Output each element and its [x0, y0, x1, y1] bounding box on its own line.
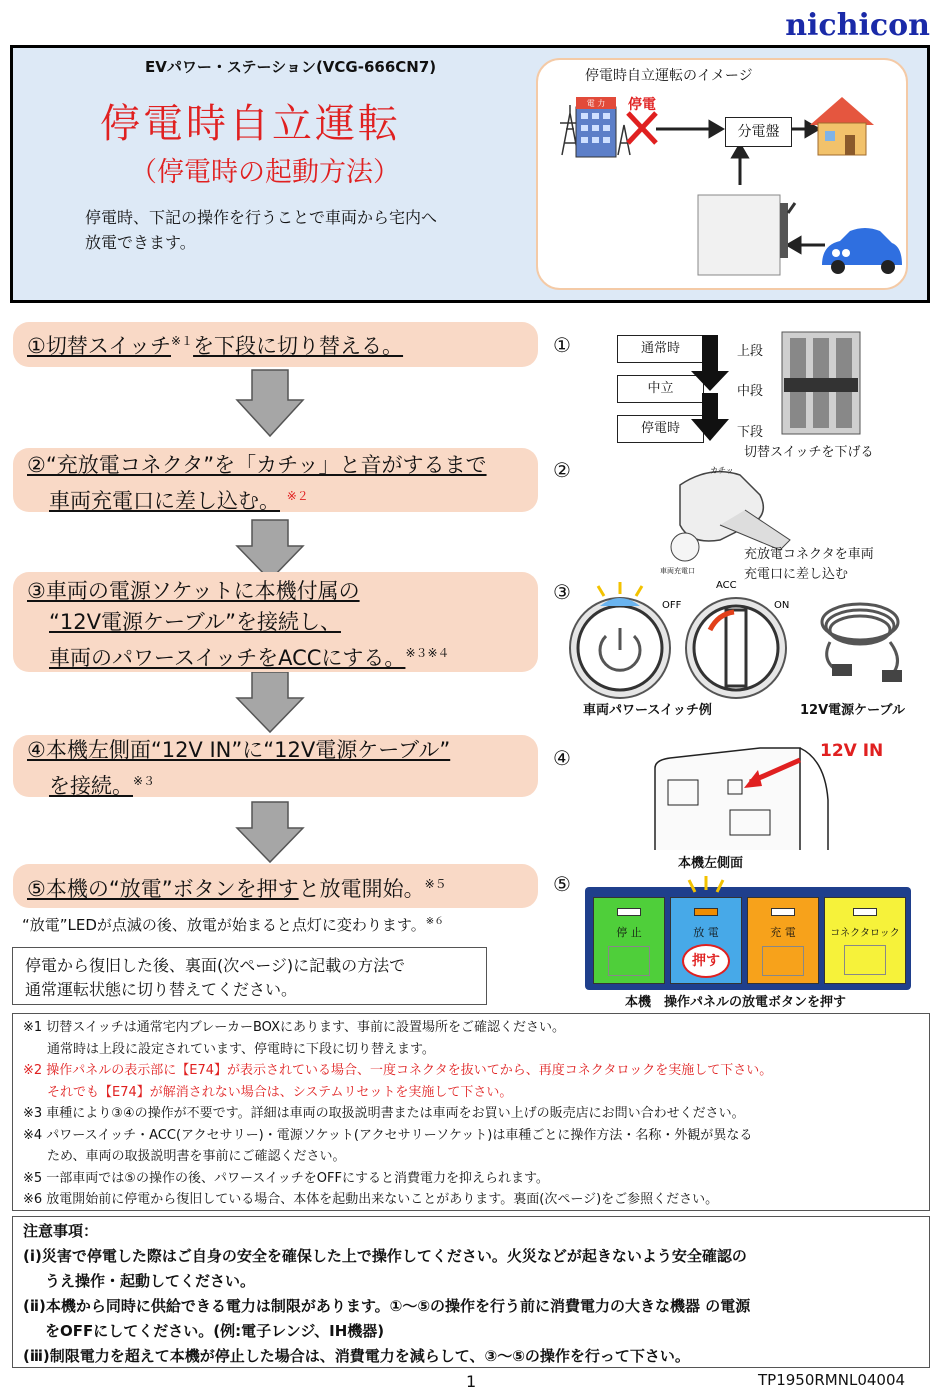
ev-station-unit-icon: [698, 195, 795, 275]
stop-label: 停 止: [616, 926, 642, 939]
product-name: EVパワー・ステーション(VCG-666CN7): [145, 58, 437, 76]
cable-caption: 12V電源ケーブル: [800, 703, 905, 718]
document-code: TP1950RMNL04004: [758, 1371, 906, 1389]
step-5-text-b: と放電開始。: [298, 877, 425, 901]
step1-caption: 切替スイッチを下げる: [744, 445, 874, 460]
down-arrow-icon: [235, 802, 305, 864]
caution-item-2: (ⅱ)本機から同時に供給できる電力は制限があります。①～⑤の操作を行う前に消費電力の大きな機器 の電源: [23, 1297, 751, 1315]
unit-side-image: [650, 740, 840, 852]
switch-label-outage: 停電時: [617, 415, 704, 443]
recovery-line-1: 停電から復旧した後、裏面(次ページ)に記載の方法で: [25, 956, 406, 975]
led-note-text: “放電”LEDが点滅の後、放電が始まると点灯に変わります。: [22, 916, 426, 934]
step4-caption: 本機左側面: [678, 856, 744, 871]
intro-text: [85, 205, 515, 255]
footnote-2b: それでも【E74】が解消されない場合は、システムリセットを実施して下さい。: [47, 1084, 513, 1100]
step-1-ref: ※１: [171, 334, 194, 348]
power-company-building-icon: [576, 97, 616, 157]
distribution-panel-label: 分電盤: [725, 117, 792, 147]
step2-caption-1: 充放電コネクタを車両: [744, 547, 874, 562]
position-upper: 上段: [737, 344, 764, 359]
12v-in-label: 12V IN: [820, 741, 884, 761]
switch-caption: 車両パワースイッチ例: [583, 703, 712, 718]
cable-image: [810, 592, 915, 690]
footnote-4b: ため、車両の取扱説明書を事前にご確認ください。: [47, 1149, 346, 1164]
step-5-ref: ※５: [424, 877, 447, 891]
step-3-line-2: “12V電源ケーブル”を接続し、: [49, 610, 341, 634]
step-4: [13, 735, 538, 797]
step-4-line-1: ④本機左側面“12V IN”に“12V電源ケーブル”: [27, 738, 451, 762]
step-2-ref: ※２: [286, 489, 309, 503]
caution-title: 注意事項：: [23, 1222, 99, 1240]
led-note: [22, 912, 444, 935]
breaker-switch-image: [780, 330, 862, 436]
step-5-number: ⑤: [553, 872, 571, 896]
step-3: [13, 572, 538, 672]
intro-line-2: 放電できます。: [85, 233, 196, 252]
footnote-1b: 通常時は上段に設定されています、停電時に下段に切り替えます。: [47, 1041, 435, 1057]
switch-down-arrow-icon: [685, 335, 735, 445]
step-4-number: ④: [553, 746, 571, 770]
outage-diagram: [540, 85, 905, 285]
step-3-line-3: 車両のパワースイッチをACCにする。: [49, 646, 406, 670]
down-arrow-icon: [235, 370, 305, 438]
switch-label-neutral: 中立: [617, 375, 704, 403]
step-2: [13, 448, 538, 512]
outage-x-icon: [628, 113, 656, 143]
step-2-line-2: 車両充電口に差し込む。: [49, 489, 280, 513]
power-switch-image: [558, 580, 808, 698]
recovery-note-box: [12, 947, 487, 1005]
step-2-line-1: ②“充放電コネクタ”を「カチッ」と音がするまで: [27, 453, 487, 477]
led-note-ref: ※６: [425, 916, 445, 927]
step-1-text: ①切替スイッチ: [27, 334, 171, 358]
step-4-ref: ※３: [133, 774, 156, 788]
step-5: [13, 864, 538, 908]
push-label: 押す: [682, 944, 730, 978]
footnote-4: ※4 パワースイッチ・ACC(アクセサリー)・電源ソケット(アクセサリーソケット)は車種ごとに操作方法・名称・外観が異なる: [23, 1127, 753, 1143]
caution-item-1: (ⅰ)災害で停電した際はご自身の安全を確保した上で操作してください。火災などが起きないよう安全確認の: [23, 1247, 747, 1265]
step-3-number: ③: [553, 580, 571, 604]
step-1: [13, 322, 538, 367]
discharge-button[interactable]: [670, 897, 742, 984]
footnote-1: ※1 切替スイッチは通常宅内ブレーカーBOXにあります、事前に設置場所をご確認ください。: [23, 1020, 565, 1035]
page-title: 停電時自立運転: [100, 101, 401, 147]
down-arrow-icon: [235, 672, 305, 734]
step-2-number: ②: [553, 458, 571, 482]
switch-label-normal: 通常時: [617, 335, 704, 363]
page-subtitle: （停電時の起動方法）: [130, 157, 400, 188]
recovery-line-2: 通常運転状態に切り替えてください。: [25, 980, 298, 999]
footnote-6: ※6 放電開始前に停電から復旧している場合、本体を起動出来ないことがあります。裏面(次ページ)をご参照ください。: [23, 1192, 719, 1207]
image-box-title: 停電時自立運転のイメージ: [585, 68, 753, 84]
page-number: 1: [466, 1372, 477, 1391]
led-blink-icon: [683, 876, 729, 896]
caution-item-3: (ⅲ)制限電力を超えて本機が停止した場合は、消費電力を減らして、③～⑤の操作を行って下さい。: [23, 1347, 690, 1365]
caution-box: [12, 1216, 930, 1368]
on-label: ON: [774, 600, 790, 611]
footnote-3: ※3 車種により③④の操作が不要です。詳細は車両の取扱説明書または車両をお買い上げの販売店にお問い合わせください。: [23, 1106, 745, 1121]
house-icon: [810, 97, 874, 155]
off-label: OFF: [662, 600, 682, 611]
step-3-line-1: ③車両の電源ソケットに本機付属の: [27, 579, 360, 603]
power-company-label: 電 力: [586, 99, 606, 108]
connector-lock-button: [824, 897, 906, 984]
footnotes-box: [12, 1013, 930, 1211]
discharge-label: 放 電: [693, 926, 719, 939]
step2-caption-2: 充電口に差し込む: [744, 567, 849, 582]
step-4-line-2: を接続。: [49, 774, 133, 798]
step-3-ref: ※３※４: [405, 646, 450, 660]
position-lower: 下段: [737, 425, 764, 440]
step-5-text-a: ⑤本機の“放電”ボタンを押す: [27, 877, 299, 901]
intro-line-1: 停電時、下記の操作を行うことで車両から宅内へ: [85, 208, 438, 227]
footnote-2: ※2 操作パネルの表示部に【E74】が表示されている場合、一度コネクタを抜いてから、再度コネクタロックを実施して下さい。: [23, 1063, 773, 1078]
charge-port-label: 車両充電口: [660, 567, 695, 575]
outage-label: 停電: [628, 97, 656, 113]
step5-caption: 本機 操作パネルの放電ボタンを押す: [625, 995, 847, 1010]
click-label: カチッ: [710, 466, 734, 475]
footnote-5: ※5 一部車両では⑤の操作の後、パワースイッチをOFFにすると消費電力を抑えられます。: [23, 1170, 549, 1186]
stop-button: [593, 897, 665, 984]
acc-label: ACC: [716, 580, 737, 591]
charge-button: [747, 897, 819, 984]
step-1-text-b: を下段に切り替える。: [193, 334, 404, 358]
caution-item-2b: をOFFにしてください。(例:電子レンジ、IH機器): [45, 1322, 385, 1340]
car-icon: [822, 228, 902, 274]
charge-label: 充 電: [770, 926, 796, 939]
position-middle: 中段: [737, 384, 764, 399]
connector-lock-label: コネクタロック: [830, 928, 900, 939]
caution-item-1b: うえ操作・起動してください。: [45, 1272, 256, 1290]
step-1-number: ①: [553, 333, 571, 357]
brand-logo: nichicon: [785, 8, 930, 43]
